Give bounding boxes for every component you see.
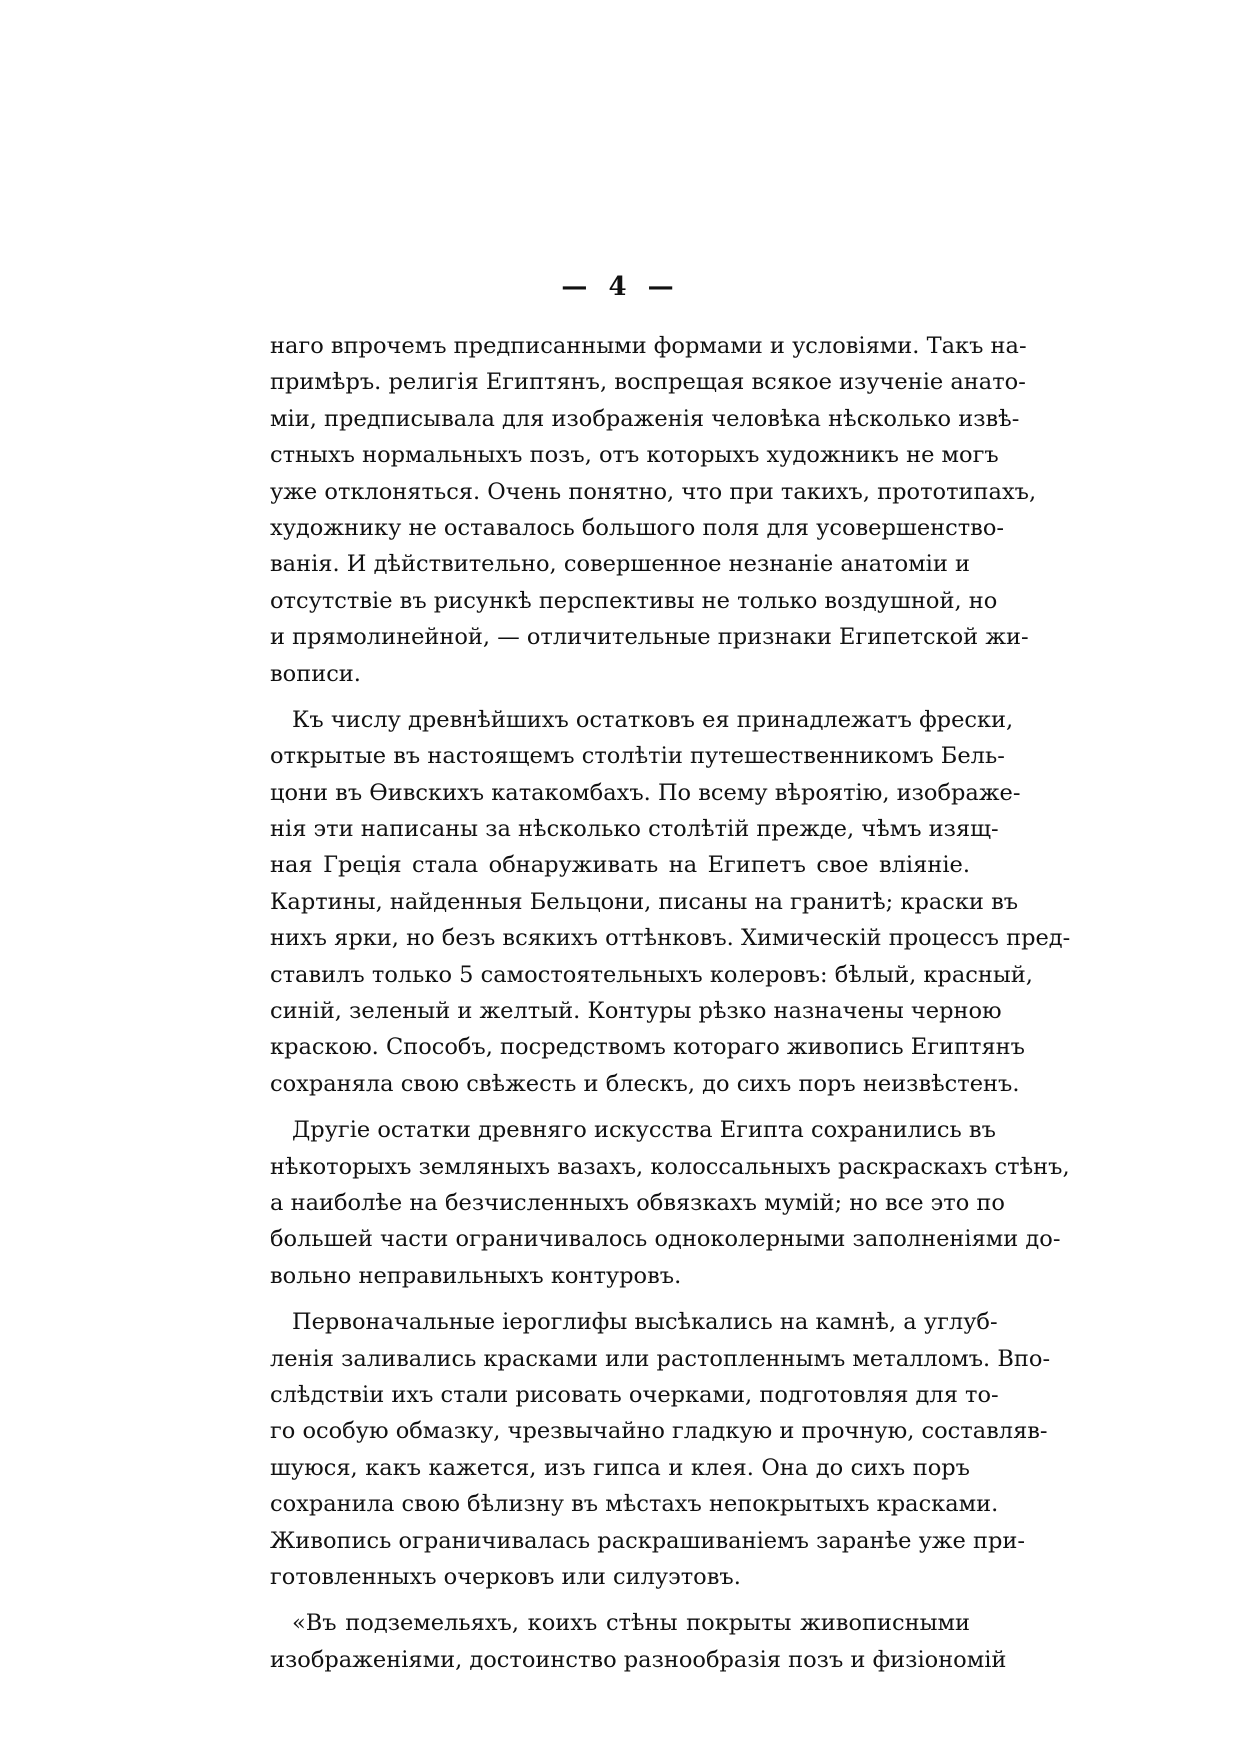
text-line: изображенiями, достоинство разнообразiя позъ и физiономiй — [270, 1646, 1007, 1673]
text-line: сохранила свою бѣлизну въ мѣстахъ непокрытыхъ красками. — [270, 1491, 999, 1518]
text-line: ленiя заливались красками или растопленнымъ металломъ. Впо- — [270, 1345, 1051, 1372]
text-line: нихъ ярки, но безъ всякихъ оттѣнковъ. Химическiй процессъ пред- — [270, 925, 1071, 952]
text-line: синiй, зеленый и желтый. Контуры рѣзко назначены черною — [270, 998, 1002, 1025]
text-line: наго впрочемъ предписанными формами и условiями. Такъ на- — [270, 333, 1027, 359]
text-line: стныхъ нормальныхъ позъ, отъ которыхъ художникъ не могъ — [270, 442, 999, 469]
text-line: уже отклоняться. Очень понятно, что при такихъ, прототипахъ, — [270, 478, 1037, 505]
text-line: художнику не оставалось большого поля для усовершенство- — [270, 514, 1004, 541]
text-line: ставилъ только 5 самостоятельныхъ колеровъ: бѣлый, красный, — [270, 961, 1033, 988]
text-line: большей части ограничивалось одноколерными заполненiями до- — [270, 1226, 1061, 1253]
text-line: мiи, предписывала для изображенiя человѣка нѣсколько извѣ- — [270, 405, 1020, 432]
text-line: нiя эти написаны за нѣсколько столѣтiй прежде, чѣмъ изящ- — [270, 816, 999, 843]
text-line: цони въ Өивскихъ катакомбахъ. По всему вѣроятiю, изображе- — [270, 779, 1021, 806]
text-line: «Въ подземельяхъ, коихъ стѣны покрыты живописными — [292, 1610, 970, 1637]
paragraph-1 — [270, 328, 1037, 692]
text-line: слѣдствiи ихъ стали рисовать очерками, подготовляя для то- — [270, 1381, 999, 1408]
text-line: и прямолинейной, — отличительные признаки Египетской жи- — [270, 624, 1029, 651]
paragraph-2 — [270, 702, 1071, 1102]
text-line: сохраняла свою свѣжесть и блескъ, до сихъ поръ неизвѣстенъ. — [270, 1070, 1020, 1097]
text-line: отсутствiе въ рисункѣ перспективы не только воздушной, но — [270, 587, 998, 614]
text-line: го особую обмазку, чрезвычайно гладкую и прочную, составляв- — [270, 1418, 1048, 1445]
paragraph-3 — [270, 1112, 1070, 1294]
text-line: краскою. Способъ, посредствомъ котораго живопись Египтянъ — [270, 1034, 1025, 1061]
page-number: — 4 — — [561, 272, 680, 302]
paragraph-4 — [270, 1304, 1051, 1595]
text-line: а наиболѣе на безчисленныхъ обвязкахъ мумiй; но все это по — [270, 1189, 1005, 1216]
text-line: Къ числу древнѣйшихъ остатковъ ея принадлежатъ фрески, — [292, 706, 1014, 733]
text-line: Первоначальные iероглифы высѣкались на камнѣ, а углуб- — [292, 1309, 998, 1336]
text-line: примѣръ. религiя Египтянъ, воспрещая всякое изученiе анато- — [270, 369, 1026, 396]
text-line: вольно неправильныхъ контуровъ. — [270, 1262, 682, 1289]
text-line: ванiя. И дѣйствительно, совершенное незнанiе анатомiи и — [270, 551, 970, 578]
text-line: Другiе остатки древняго искусства Египта сохранились въ — [292, 1117, 996, 1144]
text-line: шуюся, какъ кажется, изъ гипса и клея. Она до сихъ поръ — [270, 1454, 970, 1481]
body-text — [270, 328, 1071, 1688]
text-line: Картины, найденныя Бельцони, писаны на гранитѣ; краски въ — [270, 888, 1019, 915]
text-line: открытые въ настоящемъ столѣтiи путешественникомъ Бель- — [270, 743, 1005, 770]
text-line: Живопись ограничивалась раскрашиванiемъ заранѣе уже при- — [270, 1527, 1026, 1554]
text-line: ная Грецiя стала обнаруживать на Египетъ свое влiянiе. — [270, 852, 970, 879]
text-line: готовленныхъ очерковъ или силуэтовъ. — [270, 1563, 741, 1590]
text-line: нѣкоторыхъ земляныхъ вазахъ, колоссальныхъ раскраскахъ стѣнъ, — [270, 1153, 1070, 1180]
text-line: вописи. — [270, 660, 361, 687]
paragraph-5 — [270, 1605, 1007, 1678]
